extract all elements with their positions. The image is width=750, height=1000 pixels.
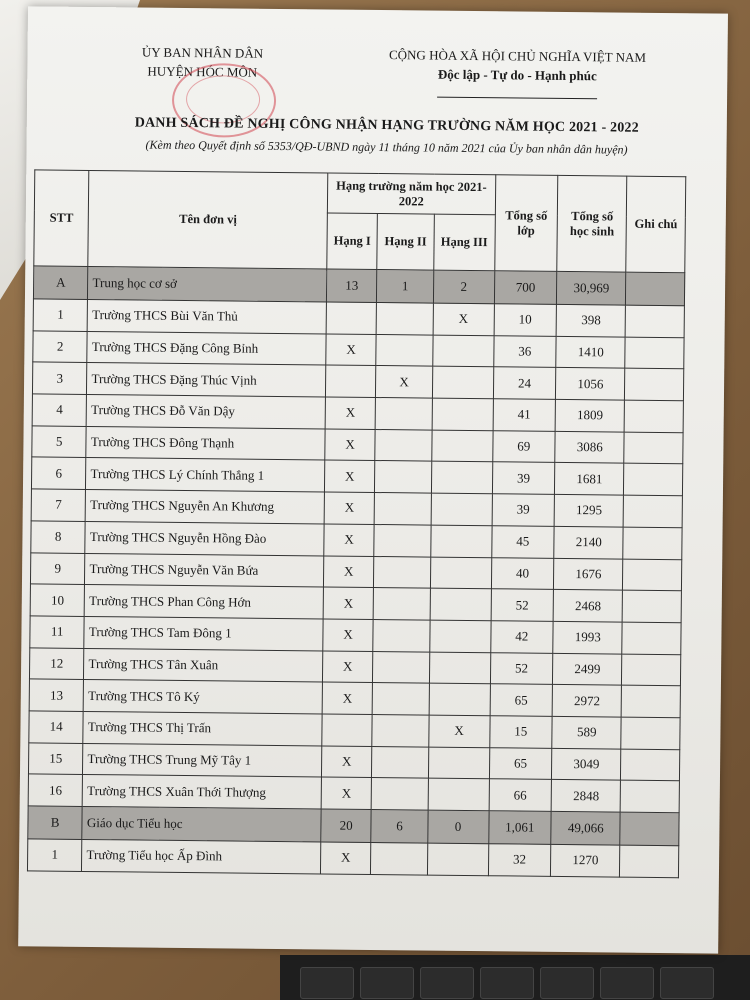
cell-stt: 9 — [30, 552, 85, 584]
cell-name: Trung học cơ sở — [88, 266, 327, 301]
cell-note — [625, 305, 684, 337]
cell-note — [623, 495, 682, 527]
cell-stt: 14 — [29, 711, 84, 743]
cell-r2: X — [376, 366, 433, 398]
cell-students: 2972 — [552, 685, 621, 717]
cell-r3 — [432, 366, 493, 398]
cell-r3 — [427, 843, 488, 875]
cell-classes: 10 — [494, 304, 557, 336]
document-subtitle: (Kèm theo Quyết định số 5353/QĐ-UBND ngày 11 tháng 10 năm 2021 của Ủy ban nhân dân huyện) — [145, 137, 628, 157]
cell-r1 — [326, 302, 377, 334]
cell-students: 2499 — [553, 653, 622, 685]
cell-r3: 0 — [428, 810, 489, 844]
cell-r1: X — [323, 587, 374, 619]
cell-note — [620, 812, 679, 846]
cell-classes: 66 — [489, 779, 552, 811]
cell-name: Trường THCS Nguyễn Hồng Đào — [85, 521, 324, 555]
cell-r2: 6 — [371, 809, 428, 843]
cell-stt: 8 — [31, 521, 86, 553]
cell-classes: 39 — [492, 494, 555, 526]
cell-students: 398 — [556, 304, 625, 336]
cell-note — [621, 685, 680, 717]
cell-r3 — [428, 747, 489, 779]
school-ranking-table — [27, 169, 686, 877]
document-page — [18, 6, 728, 953]
cell-r2 — [374, 524, 431, 556]
cell-r2 — [373, 651, 430, 683]
issuer-line1: ỦY BAN NHÂN DÂN — [141, 44, 264, 61]
cell-classes: 700 — [494, 271, 557, 305]
col-header-rank1: Hạng I — [327, 213, 378, 270]
cell-r1: X — [322, 746, 373, 778]
cell-r2 — [376, 334, 433, 366]
cell-note — [622, 622, 681, 654]
cell-r3 — [433, 335, 494, 367]
cell-r3: 2 — [433, 270, 494, 304]
cell-note — [624, 400, 683, 432]
cell-r1 — [325, 365, 376, 397]
keyboard-key — [660, 967, 714, 999]
cell-classes: 69 — [492, 430, 555, 462]
issuer-line2: HUYỆN HÓC MÔN — [147, 63, 258, 80]
cell-name: Trường THCS Đặng Thúc Vịnh — [87, 363, 326, 397]
cell-r3: X — [433, 303, 494, 335]
cell-name: Trường THCS Trung Mỹ Tây 1 — [83, 743, 322, 777]
cell-name: Trường THCS Xuân Thới Thượng — [83, 775, 322, 809]
cell-r2 — [372, 746, 429, 778]
cell-stt: 7 — [31, 489, 86, 521]
cell-r2 — [374, 493, 431, 525]
cell-stt: 11 — [30, 616, 85, 648]
cell-students: 49,066 — [551, 811, 620, 845]
cell-r3 — [430, 588, 491, 620]
cell-classes: 15 — [489, 716, 552, 748]
cell-note — [620, 845, 679, 877]
cell-name: Trường THCS Phan Công Hớn — [85, 585, 324, 619]
cell-r3 — [431, 493, 492, 525]
cell-name: Trường THCS Tân Xuân — [84, 648, 323, 682]
cell-stt: 6 — [31, 457, 86, 489]
cell-r1: 20 — [321, 809, 372, 843]
cell-r1: X — [323, 619, 374, 651]
cell-r1: X — [325, 429, 376, 461]
keyboard-key — [540, 967, 594, 999]
cell-r2 — [375, 461, 432, 493]
cell-r3: X — [429, 715, 490, 747]
cell-note — [620, 780, 679, 812]
cell-note — [622, 590, 681, 622]
cell-classes: 52 — [491, 589, 554, 621]
cell-note — [624, 464, 683, 496]
cell-students: 3086 — [555, 431, 624, 463]
cell-name: Trường THCS Bùi Văn Thủ — [88, 299, 327, 333]
cell-r2 — [371, 778, 428, 810]
keyboard-key — [360, 967, 414, 999]
cell-r3 — [431, 462, 492, 494]
cell-students: 1809 — [555, 399, 624, 431]
col-header-classes: Tổng số lớp — [494, 175, 558, 272]
cell-r3 — [430, 620, 491, 652]
national-header — [357, 45, 678, 105]
cell-stt: 3 — [32, 362, 87, 394]
cell-r3 — [431, 525, 492, 557]
col-header-rank3: Hạng III — [434, 214, 495, 271]
cell-r2: 1 — [377, 270, 434, 304]
cell-r2 — [371, 842, 428, 874]
cell-r2 — [375, 398, 432, 430]
nation-name: CỘNG HÒA XÃ HỘI CHỦ NGHĨA VIỆT NAM — [388, 47, 647, 65]
cell-r2 — [375, 429, 432, 461]
cell-r3 — [432, 398, 493, 430]
cell-classes: 40 — [491, 557, 554, 589]
cell-name: Trường THCS Đặng Công Bỉnh — [87, 331, 326, 365]
cell-classes: 32 — [488, 844, 551, 876]
cell-note — [623, 527, 682, 559]
cell-classes: 52 — [490, 652, 553, 684]
cell-name: Trường THCS Tô Ký — [84, 680, 323, 714]
national-motto: Độc lập - Tự do - Hạnh phúc — [437, 66, 597, 84]
cell-r1: X — [325, 397, 376, 429]
cell-stt: 12 — [29, 647, 84, 679]
keyboard-key — [480, 967, 534, 999]
cell-r1: X — [321, 777, 372, 809]
cell-r2 — [376, 303, 433, 335]
cell-r1: X — [324, 492, 375, 524]
keyboard-key — [600, 967, 654, 999]
cell-students: 2468 — [553, 590, 622, 622]
cell-students: 2140 — [554, 526, 623, 558]
cell-name: Trường THCS Lý Chính Thắng 1 — [86, 458, 325, 492]
cell-students: 1270 — [551, 844, 620, 876]
cell-students: 1056 — [556, 368, 625, 400]
cell-r3 — [430, 557, 491, 589]
cell-students: 2848 — [551, 780, 620, 812]
cell-r1: X — [323, 651, 374, 683]
cell-students: 1676 — [554, 558, 623, 590]
cell-r1: X — [324, 460, 375, 492]
cell-classes: 39 — [492, 462, 555, 494]
cell-students: 30,969 — [557, 271, 626, 305]
cell-r1: X — [322, 682, 373, 714]
cell-students: 3049 — [552, 748, 621, 780]
col-header-name: Tên đơn vị — [88, 170, 328, 268]
cell-r1 — [322, 714, 373, 746]
cell-r1: X — [324, 524, 375, 556]
cell-note — [626, 272, 685, 306]
cell-r1: X — [324, 555, 375, 587]
cell-stt: 16 — [28, 774, 83, 806]
cell-name: Trường THCS Nguyễn An Khương — [86, 490, 325, 524]
keyboard — [280, 955, 750, 1000]
cell-r2 — [373, 588, 430, 620]
cell-stt: 4 — [32, 394, 87, 426]
motto-underline — [437, 97, 597, 100]
cell-stt: 13 — [29, 679, 84, 711]
col-header-stt: STT — [34, 170, 89, 267]
cell-r1: 13 — [326, 269, 377, 303]
cell-note — [622, 654, 681, 686]
cell-name: Trường THCS Nguyễn Văn Bứa — [85, 553, 324, 587]
cell-classes: 41 — [493, 399, 556, 431]
keyboard-key — [420, 967, 474, 999]
cell-r2 — [372, 683, 429, 715]
keyboard-key — [300, 967, 354, 999]
table-row — [27, 839, 678, 878]
cell-stt: 1 — [27, 839, 82, 871]
cell-name: Giáo dục Tiểu học — [82, 806, 321, 841]
cell-name: Trường THCS Thị Trấn — [83, 711, 322, 745]
cell-classes: 1,061 — [488, 811, 551, 845]
cell-stt: A — [33, 266, 88, 300]
cell-note — [625, 368, 684, 400]
cell-stt: 2 — [33, 331, 88, 363]
cell-name: Trường THCS Tam Đông 1 — [84, 616, 323, 650]
cell-students: 1410 — [556, 336, 625, 368]
cell-r3 — [432, 430, 493, 462]
cell-r3 — [429, 683, 490, 715]
cell-stt: 15 — [28, 743, 83, 775]
cell-classes: 65 — [489, 747, 552, 779]
cell-stt: 10 — [30, 584, 85, 616]
cell-name: Trường THCS Đỗ Văn Dậy — [87, 395, 326, 429]
cell-stt: 1 — [33, 299, 88, 331]
cell-classes: 42 — [490, 621, 553, 653]
col-header-rank-group: Hạng trường năm học 2021-2022 — [327, 173, 495, 215]
cell-note — [621, 749, 680, 781]
cell-stt: 5 — [32, 426, 87, 458]
cell-note — [625, 337, 684, 369]
cell-classes: 65 — [490, 684, 553, 716]
cell-note — [624, 432, 683, 464]
cell-r3 — [429, 652, 490, 684]
cell-r3 — [428, 778, 489, 810]
cell-students: 1295 — [554, 495, 623, 527]
cell-r2 — [373, 619, 430, 651]
table-body — [27, 266, 684, 877]
cell-classes: 36 — [493, 335, 556, 367]
cell-r2 — [374, 556, 431, 588]
cell-classes: 45 — [491, 526, 554, 558]
cell-r1: X — [326, 334, 377, 366]
document-title: DANH SÁCH ĐỀ NGHỊ CÔNG NHẬN HẠNG TRƯỜNG NĂM HỌC 2021 - 2022 — [134, 115, 639, 136]
col-header-students: Tổng số học sinh — [557, 175, 627, 272]
cell-note — [623, 559, 682, 591]
cell-r1: X — [320, 842, 371, 874]
cell-stt: B — [28, 806, 83, 840]
cell-r2 — [372, 714, 429, 746]
col-header-rank2: Hạng II — [377, 214, 434, 271]
col-header-note: Ghi chú — [626, 176, 686, 273]
cell-students: 589 — [552, 716, 621, 748]
cell-name: Trường THCS Đông Thạnh — [86, 426, 325, 460]
cell-classes: 24 — [493, 367, 556, 399]
cell-students: 1681 — [555, 463, 624, 495]
cell-name: Trường Tiểu học Ấp Đình — [82, 839, 321, 873]
cell-note — [621, 717, 680, 749]
cell-students: 1993 — [553, 621, 622, 653]
